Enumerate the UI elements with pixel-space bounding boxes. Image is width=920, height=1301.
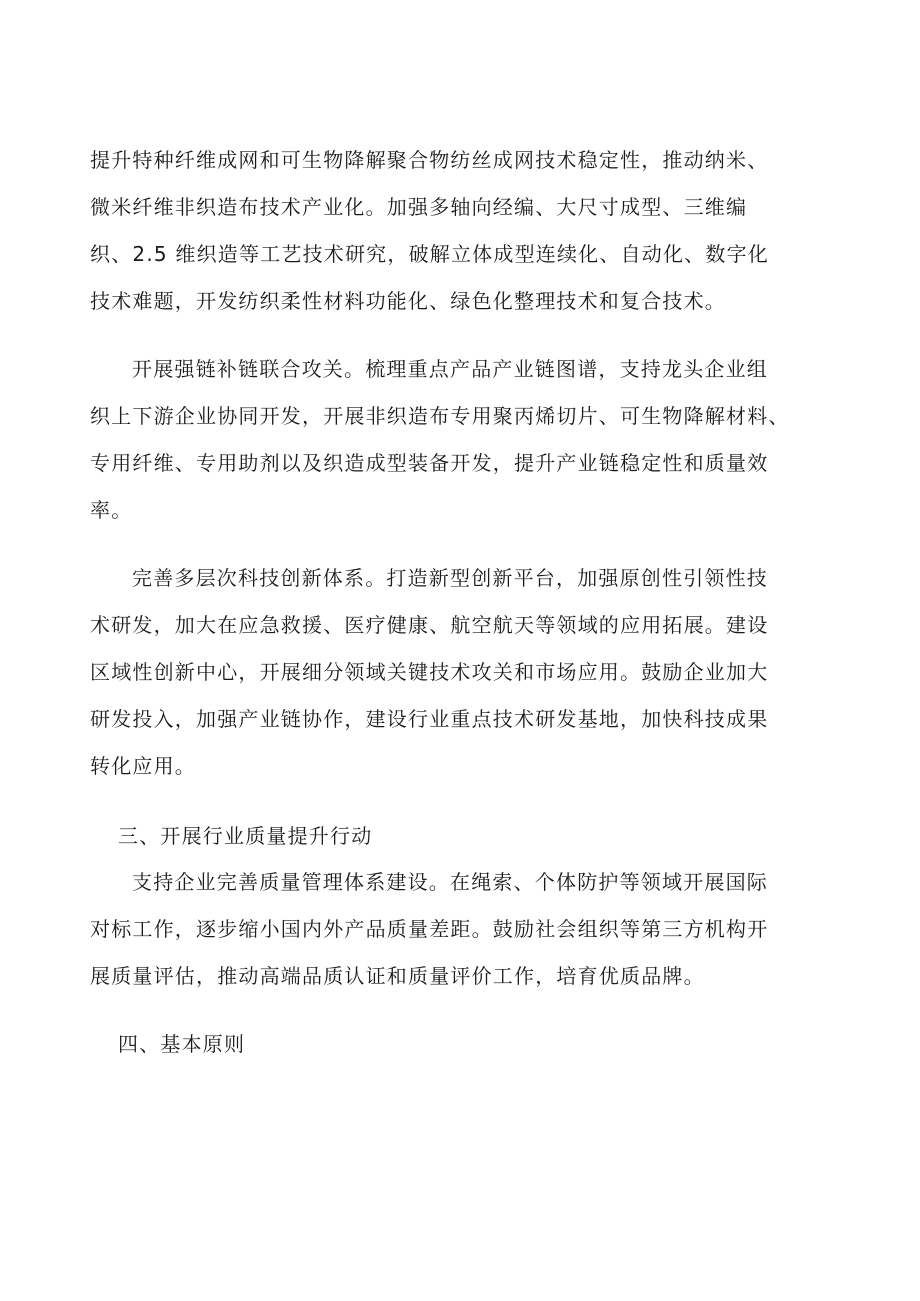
para4-line-2: 对标工作，逐步缩小国内外产品质量差距。鼓励社会组织等第三方机构开 <box>90 917 769 941</box>
para3-line-1: 完善多层次科技创新体系。打造新型创新平台，加强原创性引领性技 <box>132 566 768 590</box>
para3-line-4: 研发投入，加强产业链协作，建设行业重点技术研发基地，加快科技成果 <box>90 707 769 731</box>
para4-line-1: 支持企业完善质量管理体系建设。在绳索、个体防护等领域开展国际 <box>132 870 768 894</box>
section-heading-4: 四、基本原则 <box>118 1032 246 1056</box>
para2-line-3: 专用纤维、专用助剂以及织造成型装备开发，提升产业链稳定性和质量效 <box>90 451 769 475</box>
para1-line-2: 微米纤维非织造布技术产业化。加强多轴向经编、大尺寸成型、三维编 <box>90 195 748 219</box>
para4-line-3: 展质量评估，推动高端品质认证和质量评价工作，培育优质品牌。 <box>90 964 705 988</box>
section-heading-3: 三、开展行业质量提升行动 <box>118 824 373 848</box>
para3-line-2: 术研发，加大在应急救援、医疗健康、航空航天等领域的应用拓展。建设 <box>90 613 769 637</box>
para1-line-3: 织、2.5 维织造等工艺技术研究，破解立体成型连续化、自动化、数字化 <box>90 242 769 266</box>
para2-line-1: 开展强链补链联合攻关。梳理重点产品产业链图谱，支持龙头企业组 <box>132 357 768 381</box>
para3-line-5: 转化应用。 <box>90 754 196 778</box>
para2-line-4: 率。 <box>90 498 133 522</box>
para1-line-4: 技术难题，开发纺织柔性材料功能化、绿色化整理技术和复合技术。 <box>90 289 726 313</box>
para3-line-3: 区域性创新中心，开展细分领域关键技术攻关和市场应用。鼓励企业加大 <box>90 660 769 684</box>
para2-line-2: 织上下游企业协同开发，开展非织造布专用聚丙烯切片、可生物降解材料、 <box>90 404 790 428</box>
para1-line-1: 提升特种纤维成网和可生物降解聚合物纺丝成网技术稳定性，推动纳米、 <box>90 148 769 172</box>
